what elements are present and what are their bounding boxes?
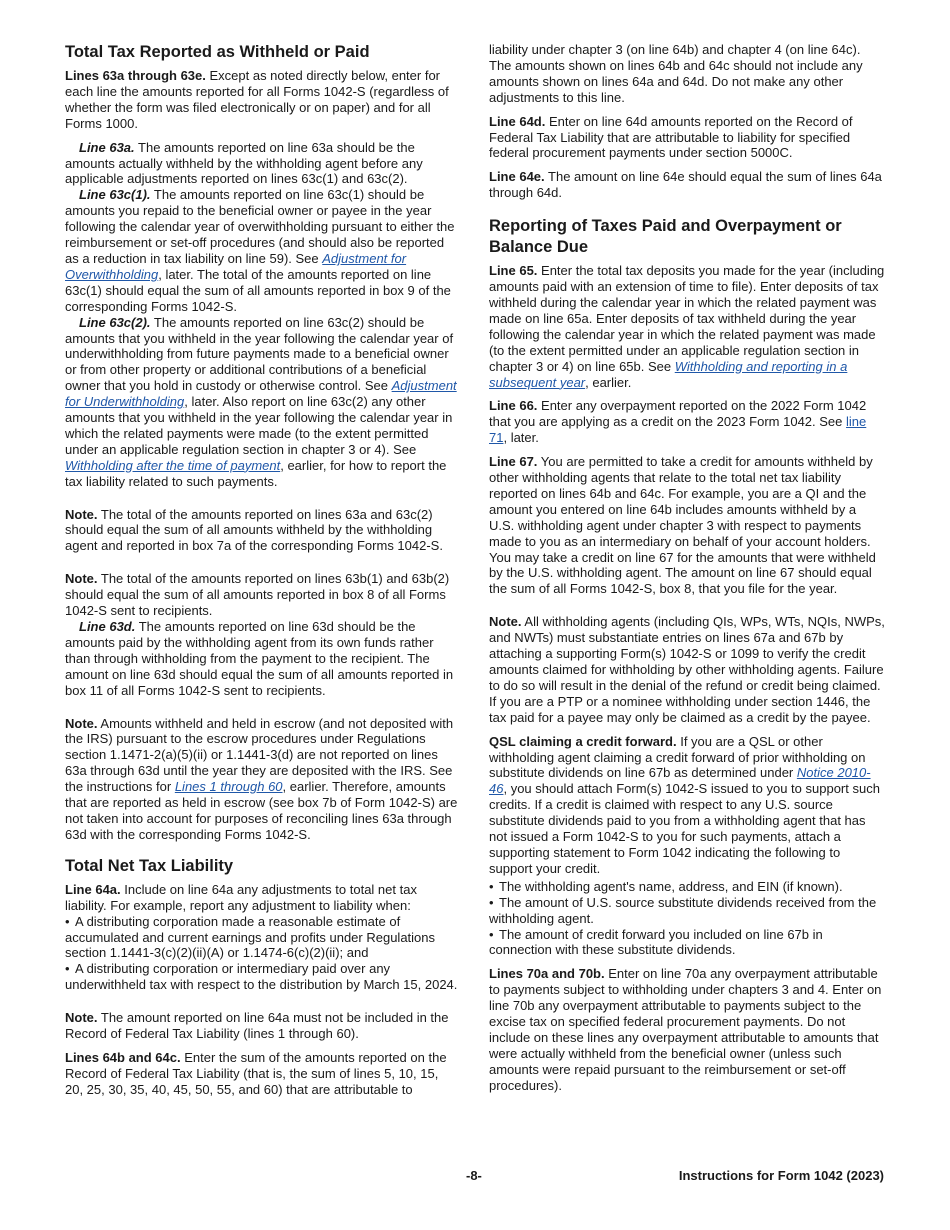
para-lines-70a-70b	[489, 966, 885, 1093]
para-text: Enter on line 64d amounts reported on the Record of Federal Tax Liability that are attributable to liability for specified federal procurement payments under section 5000C.	[489, 113, 853, 161]
note-label: Note.	[65, 571, 98, 587]
para-lines-64b-64c-continued: liability under chapter 3 (on line 64b) and chapter 4 (on line 64c). The amounts shown on lines 64b and 64c should not include any amounts shown on lines 64a and 64d. Do not make any other adjustments to this line.	[489, 42, 863, 105]
para-line-64e	[489, 169, 885, 201]
lead-label: Line 63c(2).	[79, 314, 151, 330]
para-line-63c2	[65, 315, 460, 490]
para-text: The amounts reported on line 63a should be the amounts actually withheld by the withholding agent before any applicable adjustments reported on lines 63c(1) and 63c(2).	[65, 139, 423, 187]
bullet-text: The amount of credit forward you included on line 67b in connection with these substitute dividends.	[489, 926, 823, 958]
lead-label: Lines 70a and 70b.	[489, 966, 605, 982]
lead-label: QSL claiming a credit forward.	[489, 733, 677, 749]
bullet-text: The amount of U.S. source substitute dividends received from the withholding agent.	[489, 894, 877, 926]
note-substantiate-credits	[489, 614, 885, 725]
link-lines-1-through-60[interactable]: Lines 1 through 60	[174, 779, 283, 795]
note-63a-63c2	[65, 507, 460, 555]
bullet-text: A distributing corporation made a reasonable estimate of accumulated and current earnings and profits under Regulations section 1.1441-3(c)(2)(ii)(A) or 1.1474-6(c)(2)(ii); and	[65, 913, 436, 961]
bullet-text: A distributing corporation or intermediary paid over any underwithheld tax with respect to the distribution by March 15, 2024.	[65, 961, 458, 993]
lead-label: Line 64e.	[489, 169, 545, 185]
para-text: The amounts reported on line 63c(1) should be amounts you repaid to the beneficial owner or payee in the year following the calendar year of overwithholding pursuant to either the reimbursement or set-off procedures (and should also be reported as a reduction in tax liability on line 59). See	[65, 187, 455, 266]
para-line-64a	[65, 882, 460, 914]
bullet-item	[65, 914, 460, 962]
para-text: The amount on line 64e should equal the sum of lines 64a through 64d.	[489, 169, 882, 201]
lead-label: Line 67.	[489, 454, 538, 470]
para-text: The amounts reported on line 63c(2) should be amounts that you withheld in the year following the calendar year of underwithholding from future payments made to a beneficial owner or from other property or additional contributions of a beneficial owner that you hold in custody or otherwise control. See	[65, 314, 454, 394]
para-line-66	[489, 398, 885, 446]
note-label: Note.	[65, 1010, 98, 1026]
lead-label: Line 63c(1).	[79, 187, 151, 203]
para-text: , earlier.	[585, 374, 632, 390]
para-text: , earlier, for how to report the tax liability related to such payments.	[65, 457, 447, 489]
para-text: If you are a QSL or other withholding agent claiming a credit forward of prior withholding on substitute dividends on line 67b as determined under	[489, 733, 866, 781]
para-text: Enter the sum of the amounts reported on the Record of Federal Tax Liability (that is, the sum of lines 5, 10, 15, 20, 25, 30, 35, 40, 45, 50, 55, and 60) that are attributable to	[65, 1049, 447, 1097]
heading-total-net-tax-liability: Total Net Tax Liability	[65, 856, 234, 875]
bullet-dot-icon: •	[65, 913, 70, 929]
lead-label: Line 64a.	[65, 881, 121, 897]
bullet-dot-icon: •	[489, 894, 494, 910]
link-adjustment-underwithholding[interactable]: Adjustment for Underwithholding	[65, 378, 457, 410]
para-line-65	[489, 263, 885, 390]
bullet-item	[489, 895, 885, 927]
link-line-71[interactable]: line 71	[489, 414, 867, 446]
note-64a	[65, 1010, 460, 1042]
lead-label: Line 63a.	[79, 139, 135, 155]
bullet-text: The withholding agent's name, address, and EIN (if known).	[499, 878, 843, 894]
para-line-67	[489, 454, 885, 597]
para-line-64d	[489, 114, 885, 162]
para-text: , later. Also report on line 63c(2) any other amounts that you withheld in the year following the calendar year in which the related payments were made (to the extent permitted under an applicable regulation section in chapter 3 or 4). See	[65, 394, 453, 457]
para-text: The total of the amounts reported on lines 63b(1) and 63b(2) should equal the sum of all amounts reported in box 8 of all Forms 1042-S sent to recipients.	[65, 571, 450, 619]
para-text: The total of the amounts reported on lines 63a and 63c(2) should equal the sum of all amounts withheld by the withholding agent and reported in box 7a of the corresponding Forms 1042-S.	[65, 506, 443, 554]
link-withholding-reporting-subsequent-year[interactable]: Withholding and reporting in a subsequent year	[489, 358, 848, 390]
heading-total-tax-withheld: Total Tax Reported as Withheld or Paid	[65, 43, 370, 61]
para-text: , later.	[503, 430, 539, 446]
bullet-item	[65, 961, 460, 993]
para-text: Include on line 64a any adjustments to total net tax liability. For example, report any adjustment to liability when:	[65, 881, 417, 913]
lead-label: Line 63d.	[79, 619, 136, 634]
para-lines-64b-64c	[65, 1050, 460, 1098]
bullet-dot-icon: •	[489, 926, 494, 942]
para-text: Enter on line 70a any overpayment attributable to payments subject to withholding under chapters 3 and 4. Enter on line 70b any overpayment attributable to payments subject to the excise tax on specified federal procurement payments. Do not include on these lines any overpayment attributable to amounts that were actually withheld from the beneficial owner (unless such amounts were repaid pursuant to the reimbursement or set-off procedures).	[489, 966, 882, 1093]
para-text: The amounts reported on line 63d should be the amounts paid by the withholding agent from its own funds rather than through withholding from the payment to the recipient. The amount on line 63d should equal the sum of all amounts reported in box 11 of all Forms 1042-S sent to recipients.	[65, 619, 454, 698]
page-number: -8-	[466, 1168, 482, 1183]
link-withholding-after-time-of-payment[interactable]: Withholding after the time of payment	[65, 457, 281, 473]
right-column	[489, 42, 885, 1102]
para-text: Except as noted directly below, enter for each line the amounts reported for all Forms 1042-S (regardless of whether the form was filed electronically or on paper) and for all Forms 1000.	[65, 68, 449, 131]
para-line-63d	[65, 619, 460, 699]
bullet-dot-icon: •	[65, 961, 70, 977]
para-line-63c1	[65, 187, 460, 314]
lead-label: Lines 64b and 64c.	[65, 1049, 181, 1065]
note-escrow	[65, 716, 460, 843]
lead-label: Line 64d.	[489, 113, 546, 129]
para-lines-63a-63e	[65, 68, 460, 132]
para-text: Amounts withheld and held in escrow (and not deposited with the IRS) pursuant to the escrow procedures under Regulations section 1.1471-2(a)(5)(ii) or 1.1441-3(d) are not reported on lines 63a through 63d until the year they are deposited with the IRS. See the instructions for	[65, 715, 454, 795]
lead-label: Line 65.	[489, 263, 538, 279]
para-text: , later. The total of the amounts reported on line 63c(1) should equal the sum of all amounts reported in box 9 of the corresponding Forms 1042-S.	[65, 266, 451, 314]
para-text: Enter any overpayment reported on the 2022 Form 1042 that you are applying as a credit on the 2023 Form 1042. See	[489, 398, 867, 430]
para-text: All withholding agents (including QIs, WPs, WTs, NQIs, NWPs, and NWTs) must substantiate entries on lines 67a and 67b by attaching a supporting Form(s) 1042-S or 1099 to verify the credit amounts claimed for withholding by other withholding agents. Failure to do so will result in the denial of the refund or credit being claimed. If you are a PTP or a nominee withholding under section 1446, the tax paid for a payee may only be claimed as a credit by the payee.	[489, 614, 885, 725]
note-label: Note.	[489, 614, 522, 630]
link-notice-2010-46[interactable]: Notice 2010-46	[489, 765, 871, 797]
heading-reporting-taxes-paid: Reporting of Taxes Paid and Overpayment or Balance Due	[489, 217, 842, 257]
para-text: The amount reported on line 64a must not be included in the Record of Federal Tax Liability (lines 1 through 60).	[65, 1010, 449, 1042]
bullet-dot-icon: •	[489, 878, 494, 894]
para-qsl-credit-forward	[489, 734, 885, 877]
lead-label: Lines 63a through 63e.	[65, 68, 206, 83]
bullet-item	[489, 879, 885, 895]
left-column	[65, 42, 460, 1106]
para-text: You are permitted to take a credit for amounts withheld by other withholding agents that relate to the total net tax liability reported on lines 64b and 64c. For example, you are a QI and the amount you entered on line 64b includes amounts withheld by a U.S. withholding agent under chapter 3 with respect to payments made to you as an intermediary on behalf of your account holders. You may take a credit on line 67 for the amounts that were withheld by the U.S. withholding agent. The amount on line 67 should equal the sum of all Forms 1042-S, box 8, that you file for the year.	[489, 454, 876, 597]
lead-label: Line 66.	[489, 398, 538, 414]
note-label: Note.	[65, 715, 98, 731]
para-line-63a	[65, 140, 460, 188]
note-label: Note.	[65, 506, 98, 522]
note-63b	[65, 571, 460, 619]
link-adjustment-overwithholding[interactable]: Adjustment for Overwithholding	[65, 250, 407, 282]
para-text: , you should attach Form(s) 1042-S issued to you to support such credits. If a credit is claimed with respect to any U.S. source substitute dividends paid to you from a withholding agent that has not issued a Form 1042-S to you for such payments, attach a supporting statement to Form 1042 indicating the following to support your credit.	[489, 781, 880, 876]
para-text: , earlier. Therefore, amounts that are reported as held in escrow (see box 7b of Form 1042-S) are not taken into account for purposes of reconciling lines 63a through 63d with the corresponding Forms 1042-S.	[65, 779, 458, 842]
form-title: Instructions for Form 1042 (2023)	[678, 1168, 884, 1183]
para-text: Enter the total tax deposits you made for the year (including amounts paid with an extension of time to file). Enter deposits of tax withheld during the calendar year in which the related payment was made on line 65a. Enter deposits of tax withheld during the year following the calendar year in which the related payment was made (to the extent permitted under an applicable regulation section in chapter 3 or 4) on line 65b. See	[489, 263, 885, 374]
bullet-item	[489, 927, 885, 959]
